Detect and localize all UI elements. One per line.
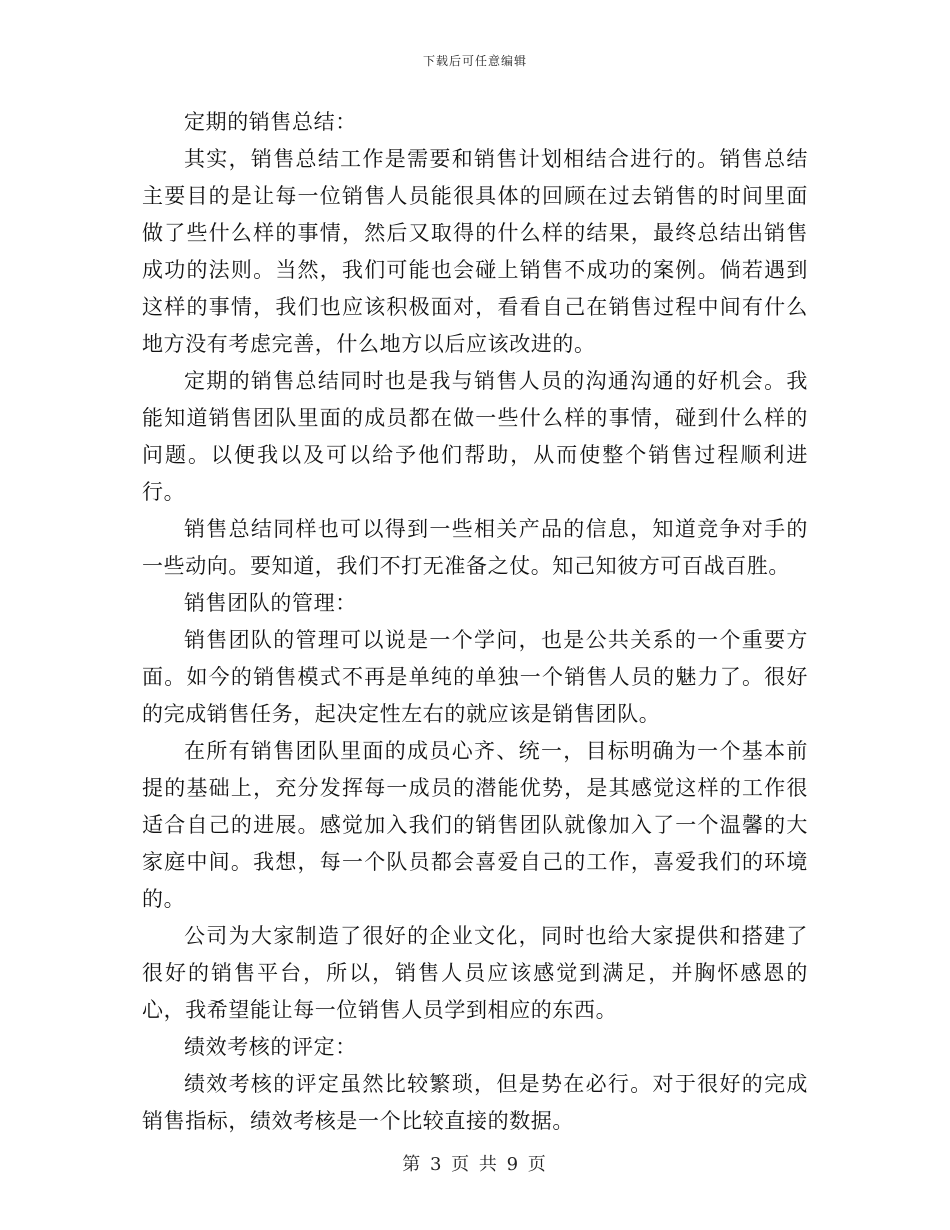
- page-header: 下载后可任意编辑: [422, 54, 527, 68]
- page-number: 第 3 页 共 9 页: [402, 1154, 548, 1175]
- body-paragraph: 销售团队的管理可以说是一个学问，也是公共关系的一个重要方面。如今的销售模式不再是单纯的单独一个销售人员的魅力了。很好的完成销售任务，起决定性左右的就应该是销售团队。: [142, 628, 808, 726]
- body-paragraph: 公司为大家制造了很好的企业文化，同时也给大家提供和搭建了很好的销售平台，所以，销售人员应该感觉到满足，并胸怀感恩的心，我希望能让每一位销售人员学到相应的东西。: [142, 924, 808, 1022]
- body-paragraph: 绩效考核的评定虽然比较繁琐，但是势在必行。对于很好的完成销售指标，绩效考核是一个比较直接的数据。: [142, 1072, 808, 1133]
- body-paragraph: 定期的销售总结同时也是我与销售人员的沟通沟通的好机会。我能知道销售团队里面的成员都在做一些什么样的事情，碰到什么样的问题。以便我以及可以给予他们帮助，从而使整个销售过程顺利进行。: [142, 369, 808, 504]
- section-heading-performance-review: 绩效考核的评定：: [184, 1035, 357, 1059]
- section-heading-sales-summary: 定期的销售总结：: [184, 110, 357, 134]
- body-paragraph: 在所有销售团队里面的成员心齐、统一，目标明确为一个基本前提的基础上，充分发挥每一成员的潜能优势，是其感觉这样的工作很适合自己的进展。感觉加入我们的销售团队就像加入了一个温馨的大家庭中间。我想，每一个队员都会喜爱自己的工作，喜爱我们的环境的。: [142, 739, 808, 911]
- body-paragraph: 其实，销售总结工作是需要和销售计划相结合进行的。销售总结主要目的是让每一位销售人员能很具体的回顾在过去销售的时间里面做了些什么样的事情，然后又取得的什么样的结果，最终总结出销售成功的法则。当然，我们可能也会碰上销售不成功的案例。倘若遇到这样的事情，我们也应该积极面对，看看自己在销售过程中间有什么地方没有考虑完善，什么地方以后应该改进的。: [142, 147, 808, 356]
- section-heading-team-management: 销售团队的管理：: [184, 591, 357, 615]
- body-paragraph: 销售总结同样也可以得到一些相关产品的信息，知道竞争对手的一些动向。要知道，我们不打无准备之仗。知己知彼方可百战百胜。: [142, 517, 808, 578]
- document-body: [142, 104, 808, 1140]
